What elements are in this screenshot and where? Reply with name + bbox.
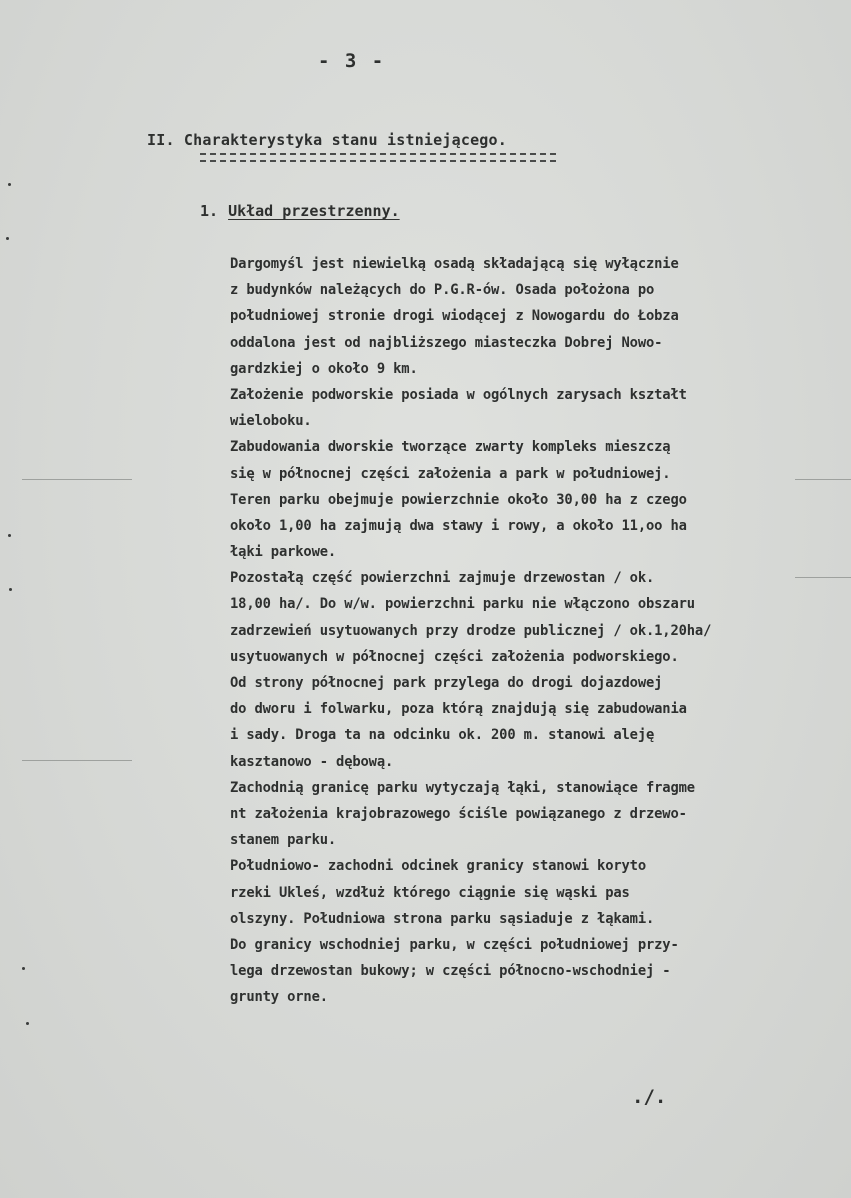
margin-dot [6, 237, 9, 240]
margin-dot [9, 588, 12, 591]
text-line: Zabudowania dworskie tworzące zwarty kompleks mieszczą [230, 439, 671, 456]
text-line: nt założenia krajobrazowego ściśle powiązanego z drzewo- [230, 805, 687, 822]
text-line: i sady. Droga ta na odcinku ok. 200 m. stanowi aleję [230, 727, 655, 744]
text-line: Dargomyśl jest niewielką osadą składającą się wyłącznie [230, 256, 679, 272]
text-line: wieloboku. [230, 413, 312, 430]
text-line: Południowo- zachodni odcinek granicy stanowi koryto [230, 858, 646, 875]
text-line: Teren parku obejmuje powierzchnie około 30,00 ha z czego [230, 491, 687, 508]
subheading-title: Układ przestrzenny. [228, 202, 400, 220]
text-line: olszyny. Południowa strona parku sąsiaduje z łąkami. [230, 910, 655, 927]
margin-rule [795, 479, 851, 480]
margin-rule [22, 760, 132, 761]
text-line: Założenie podworskie posiada w ogólnych zarysach kształt [230, 386, 687, 403]
text-line: lega drzewostan bukowy; w części północno-wschodniej - [230, 963, 671, 980]
text-line: Do granicy wschodniej parku, w części południowej przy- [230, 936, 679, 953]
heading-double-underline [200, 153, 556, 162]
text-line: łąki parkowe. [230, 544, 337, 561]
page-number: - 3 - [318, 50, 386, 72]
text-line: stanem parku. [230, 832, 337, 849]
margin-dot [8, 183, 11, 186]
text-line: Od strony północnej park przylega do drogi dojazdowej [230, 675, 663, 691]
text-line: usytuowanych w północnej części założenia podworskiego. [230, 648, 679, 665]
text-line: oddalona jest od najbliższego miasteczka Dobrej Nowo- [230, 334, 663, 351]
text-line: południowej stronie drogi wiodącej z Nowogardu do Łobza [230, 308, 679, 325]
body-paragraph [230, 251, 850, 1010]
text-line: z budynków należących do P.G.R-ów. Osada położona po [230, 282, 655, 299]
text-line: się w północnej części założenia a park w południowej. [230, 465, 671, 482]
text-line: zadrzewień usytuowanych przy drodze publicznej / ok.1,20ha/ [230, 622, 712, 639]
text-line: grunty orne. [230, 989, 328, 1006]
text-line: Pozostałą część powierzchni zajmuje drzewostan / ok. [230, 570, 655, 587]
subheading-number: 1. [200, 202, 219, 220]
text-line: Zachodnią granicę parku wytyczają łąki, stanowiące fragme [230, 779, 695, 796]
text-line: gardzkiej o około 9 km. [230, 360, 418, 377]
margin-dot [8, 534, 11, 537]
margin-dot [26, 1022, 29, 1025]
subheading [200, 202, 400, 220]
text-line: rzeki Ukleś, wzdłuż którego ciągnie się wąski pas [230, 884, 630, 901]
closing-mark: ./. [632, 1086, 667, 1108]
text-line: do dworu i folwarku, poza którą znajdują się zabudowania [230, 701, 687, 718]
text-line: kasztanowo - dębową. [230, 753, 394, 770]
section-heading: II. Charakterystyka stanu istniejącego. [147, 131, 507, 149]
margin-dot [22, 967, 25, 970]
text-line: około 1,00 ha zajmują dwa stawy i rowy, a około 11,oo ha [230, 517, 687, 534]
margin-rule [795, 577, 851, 578]
margin-rule [22, 479, 132, 480]
text-line: 18,00 ha/. Do w/w. powierzchni parku nie włączono obszaru [230, 596, 695, 613]
